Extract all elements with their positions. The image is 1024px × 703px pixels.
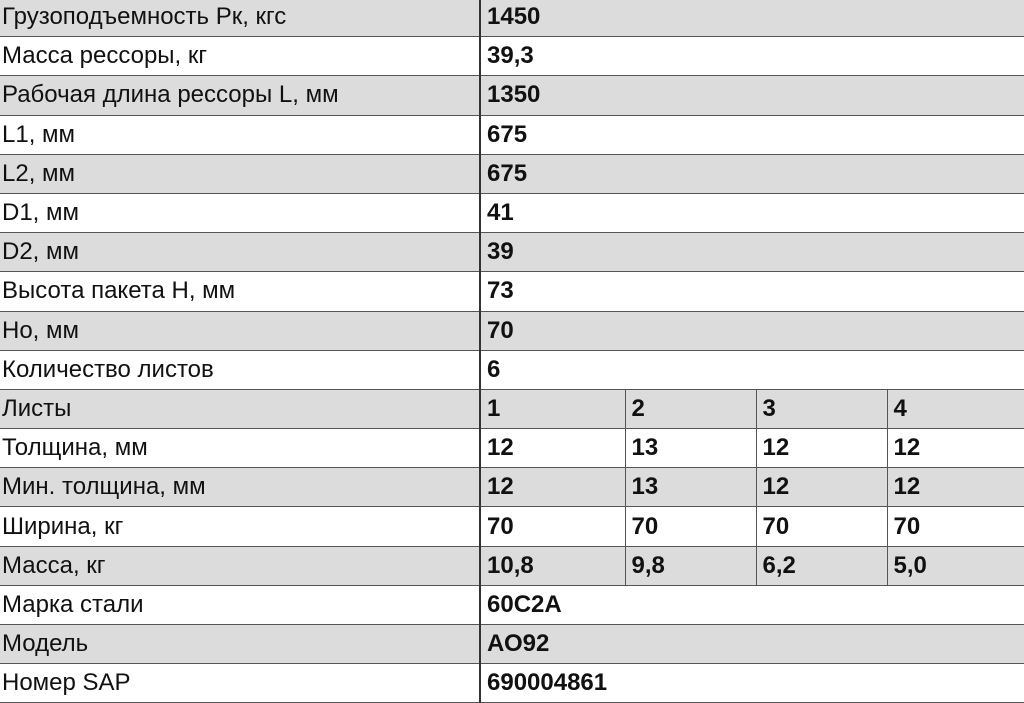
leaf-number: 4 xyxy=(887,389,1024,428)
leaf-value: 70 xyxy=(480,507,625,546)
leaf-number: 3 xyxy=(756,389,887,428)
leaf-value: 10,8 xyxy=(480,546,625,585)
row-label: Количество листов xyxy=(0,350,480,389)
row-label: Грузоподъемность Рк, кгс xyxy=(0,0,480,37)
row-label: Номер SAP xyxy=(0,664,480,703)
row-model xyxy=(0,625,1024,664)
leaf-value: 9,8 xyxy=(625,546,756,585)
row-leaf-width xyxy=(0,507,1024,546)
row-value: 1350 xyxy=(480,76,1024,115)
leaf-number: 1 xyxy=(480,389,625,428)
row-label: Масса, кг xyxy=(0,546,480,585)
row-value: 39 xyxy=(480,233,1024,272)
row-value: 675 xyxy=(480,115,1024,154)
row-leaf-count xyxy=(0,350,1024,389)
row-label: Масса рессоры, кг xyxy=(0,37,480,76)
leaf-value: 70 xyxy=(887,507,1024,546)
leaf-value: 13 xyxy=(625,429,756,468)
row-label: Ширина, кг xyxy=(0,507,480,546)
row-value: 70 xyxy=(480,311,1024,350)
row-value: 1450 xyxy=(480,0,1024,37)
row-value: 41 xyxy=(480,193,1024,232)
row-label: Марка стали xyxy=(0,585,480,624)
row-value: 73 xyxy=(480,272,1024,311)
row-label: Модель xyxy=(0,625,480,664)
row-value: 39,3 xyxy=(480,37,1024,76)
row-label: Высота пакета Н, мм xyxy=(0,272,480,311)
row-value: 6 xyxy=(480,350,1024,389)
row-value: 675 xyxy=(480,154,1024,193)
row-working-length xyxy=(0,76,1024,115)
row-d2 xyxy=(0,233,1024,272)
row-label: D2, мм xyxy=(0,233,480,272)
leaf-value: 5,0 xyxy=(887,546,1024,585)
row-label: Рабочая длина рессоры L, мм xyxy=(0,76,480,115)
row-pack-height xyxy=(0,272,1024,311)
row-steel-grade xyxy=(0,585,1024,624)
row-label: Листы xyxy=(0,389,480,428)
row-label: L1, мм xyxy=(0,115,480,154)
row-sap-number xyxy=(0,664,1024,703)
leaf-value: 12 xyxy=(887,429,1024,468)
row-label: Но, мм xyxy=(0,311,480,350)
row-l1 xyxy=(0,115,1024,154)
row-value: 60С2А xyxy=(480,585,1024,624)
leaf-value: 70 xyxy=(625,507,756,546)
leaf-number: 2 xyxy=(625,389,756,428)
row-value: АО92 xyxy=(480,625,1024,664)
row-d1 xyxy=(0,193,1024,232)
row-leaves-header xyxy=(0,389,1024,428)
leaf-value: 6,2 xyxy=(756,546,887,585)
row-l2 xyxy=(0,154,1024,193)
leaf-value: 12 xyxy=(756,429,887,468)
leaf-value: 12 xyxy=(480,468,625,507)
row-leaf-mass xyxy=(0,546,1024,585)
leaf-value: 12 xyxy=(756,468,887,507)
leaf-value: 12 xyxy=(480,429,625,468)
row-label: L2, мм xyxy=(0,154,480,193)
leaf-value: 70 xyxy=(756,507,887,546)
row-value: 690004861 xyxy=(480,664,1024,703)
row-load-capacity xyxy=(0,0,1024,37)
row-h0 xyxy=(0,311,1024,350)
row-label: Мин. толщина, мм xyxy=(0,468,480,507)
leaf-value: 13 xyxy=(625,468,756,507)
row-leaf-min-thickness xyxy=(0,468,1024,507)
row-label: D1, мм xyxy=(0,193,480,232)
row-spring-mass xyxy=(0,37,1024,76)
leaf-value: 12 xyxy=(887,468,1024,507)
row-label: Толщина, мм xyxy=(0,429,480,468)
row-leaf-thickness xyxy=(0,429,1024,468)
